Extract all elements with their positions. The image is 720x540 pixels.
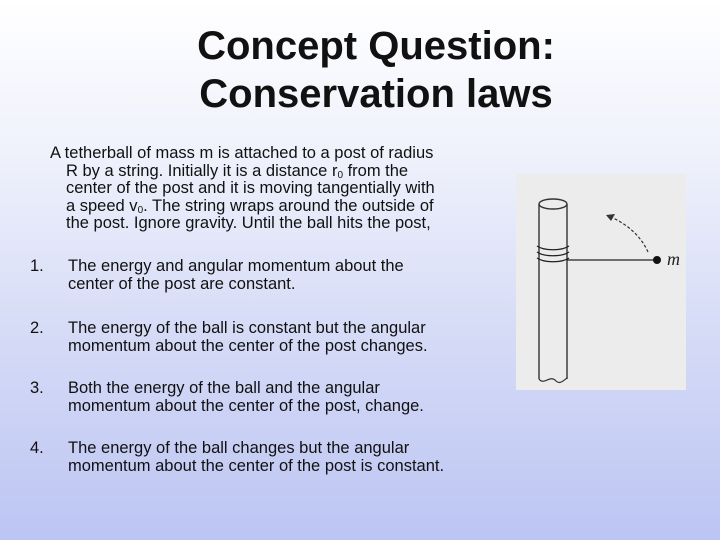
option-line-2: momentum about the center of the post is constant. bbox=[68, 456, 445, 475]
option-number: 3. bbox=[30, 379, 44, 397]
title-line-2: Conservation laws bbox=[199, 72, 553, 116]
question-line-1: A tetherball of mass m is attached to a post of radius bbox=[50, 144, 434, 162]
motion-arc bbox=[608, 216, 648, 252]
option-number: 2. bbox=[30, 319, 44, 337]
question-line-4-end: . The string wraps around the outside of bbox=[143, 196, 434, 215]
slide-title bbox=[100, 22, 652, 118]
question-line-2-text: R by a string. Initially it is a distance r bbox=[66, 161, 338, 180]
question-line-5: the post. Ignore gravity. Until the ball hits the post, bbox=[66, 214, 431, 232]
tetherball-figure bbox=[516, 174, 686, 390]
post-top bbox=[539, 199, 567, 209]
arrow-head-icon bbox=[606, 214, 615, 221]
question-line-3: center of the post and it is moving tangentially with bbox=[66, 179, 435, 197]
option-text bbox=[68, 440, 508, 475]
string-coil-2 bbox=[537, 252, 569, 256]
question-line-2 bbox=[50, 163, 490, 181]
option-text bbox=[68, 320, 508, 355]
question-line-4-text: a speed v bbox=[66, 196, 138, 215]
option-line-2: momentum about the center of the post changes. bbox=[68, 336, 428, 355]
option-line-2: center of the post are constant. bbox=[68, 274, 296, 293]
option-line-1: The energy of the ball changes but the angular bbox=[68, 439, 410, 457]
option-line-1: The energy of the ball is constant but the angular bbox=[68, 319, 426, 337]
option-text bbox=[68, 258, 508, 293]
option-line-2: momentum about the center of the post, change. bbox=[68, 396, 424, 415]
v0-subscript: 0 bbox=[137, 204, 144, 216]
string-coil-3 bbox=[537, 258, 569, 262]
option-text bbox=[68, 380, 508, 415]
option-line-1: The energy and angular momentum about the bbox=[68, 257, 404, 275]
tetherball bbox=[653, 256, 661, 264]
question-line-4 bbox=[50, 198, 490, 216]
question-line-2-end: from the bbox=[343, 161, 409, 180]
mass-label: m bbox=[667, 249, 680, 269]
option-number: 1. bbox=[30, 257, 44, 275]
string-coil-1 bbox=[537, 246, 569, 250]
title-line-1: Concept Question: bbox=[197, 24, 555, 68]
question-text bbox=[50, 145, 490, 233]
option-number: 4. bbox=[30, 439, 44, 457]
tetherball-diagram bbox=[516, 174, 686, 390]
post-bottom bbox=[539, 378, 567, 383]
option-line-1: Both the energy of the ball and the angular bbox=[68, 379, 380, 397]
r0-subscript: 0 bbox=[337, 169, 343, 181]
